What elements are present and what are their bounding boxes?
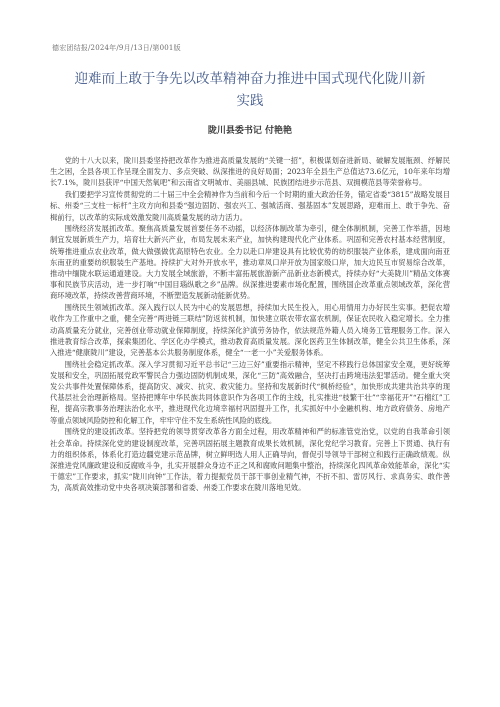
article-paragraph: 我们要把学习宣传贯彻党的二十届三中全会精神作为当前和今后一个时期的重大政治任务，锚定省委“3815”战略发展目标、州委“三支柱一标杆”主攻方向和县委“强边固防、强农兴工、强城活商、强基固本”发展思路，迎难而上、敢于争先、奋楫前行，以改革的实际成效激发陇川高质量发展的动力活力。 — [50, 190, 450, 222]
article-paragraph: 围绕党的建设抓改革。坚持把党的领导贯穿改革各方面全过程，用改革精神和严的标准管党治党，以党的自我革命引领社会革命。持续深化党的建设制度改革，完善巩固拓展主题教育成果长效机制，深化党纪学习教育。完善上下贯通、执行有力的组织体系，体系化打造边疆党建示范品牌，树立鲜明选人用人正确导向，督促引导领导干部树立和践行正确政绩观。纵深推进党风廉政建设和反腐败斗争，扎实开展群众身边不正之风和腐败问题集中整治，持续深化四风革命效能革命，深化“实干德宏”工作要求，抓实“陇川向钟”工作法，着力提振党员干部干事创业精气神，不折不扣、雷厉风行、求真务实、敢作善为，高质高效推动党中央各项决策部署和省委、州委工作要求在陇川落地见效。 — [50, 427, 450, 493]
article-paragraph: 围绕经济发展抓改革。聚焦高质量发展首要任务不动摇，以经济体制改革为牵引，健全体制机制，完善工作举措，因地制宜发展新质生产力，培育壮大新兴产业，布局发展未来产业，加快构建现代化产业体系。巩固和完善农村基本经营制度，统筹推进重点农业改革，做大做强做优高原特色农业。全力以赴口岸建设具有比较优势的纺织服装产业体系，建成面向南亚东南亚的重要纺织服装生产基地。持续扩大对外开放水平，推动章凤口岸开放为国家级口岸，加大边民互市贸易综合改革，推动中缅陇水联运通道建设。大力发展全域旅游，不断丰富拓展旅游新产品新业态新模式，持续办好“大美陇川”精品文体赛事和民族节庆活动，进一步打响“中国目瑙纵歌之乡”品牌。纵深推进要素市场化配置，围绕国企改革重点领域改革，深化营商环境改革，持续改善营商环境，不断塑造发展新动能新优势。 — [50, 224, 450, 301]
article-paragraph: 围绕社会稳定抓改革。深入学习贯彻习近平总书记“三边三好”重要指示精神，坚定不移践行总体国家安全观，更好统筹发展和安全，巩固拓展党政军警民合力强边固防机制成果，深化“三防”高效融合，坚决打击跨境违法犯罪活动。健全重大突发公共事件处置保障体系，提高防灾、减灾、抗灾、救灾能力。坚持和发展新时代“枫桥经验”，加快形成共建共治共享的现代基层社会治理新格局。坚持把博年中华民族共同体意识作为各项工作的主线，扎实推进“枝繁干壮”“幸福花开”“石榴红”工程，提高宗教事务治理法治化水平，推进现代化边境幸福村巩固提升工作，扎实抓好中小金融机构、地方政府债务、房地产等重点领域风险防控和化解工作，牢牢守住不发生系统性风险的底线。 — [50, 359, 450, 425]
article-paragraph: 围绕民生领域抓改革。深入践行以人民为中心的发展思想，持续加大民生投入，用心用情用力办好民生实事。把促农增收作为工作重中之重，健全完善“两进链三联结”防返贫机制，加快建立联农带农富农机制，保证农民收入稳定增长。全力推动高质量充分就业，完善创业带动就业保障制度，持续深化沪滇劳务协作，依法规范外籍人员入境务工管理服务工作。深入推进教育综合改革，探索集团化、学区化办学模式，推动教育高质量发展。深化医药卫生体制改革，健全公共卫生体系，深入推进“健康陇川”建设，完善基本公共服务制度体系，健全“一老一小”关爱服务体系。 — [50, 303, 450, 357]
article-body — [50, 155, 450, 494]
masthead-source-line: 德宏团结报/2024年/9月/13日/第001版 — [52, 44, 181, 52]
article-title: 迎难而上敢于争先以改革精神奋力推进中国式现代化陇川新实践 — [74, 71, 426, 109]
article-byline: 陇川县委书记 付艳艳 — [207, 126, 293, 136]
article-paragraph: 党的十八大以来，陇川县委坚持把改革作为推进高质量发展的“关键一招”，积极谋划奋进新局、破解发展瓶颈、纾解民生之困，全县各项工作呈现全面发力、多点突破、纵深推进的良好局面；2023年全县生产总值达73.6亿元，10年来年均增长7.1%，陇川县获评“中国天然氧吧”和云南省文明城市、美丽县城、民族团结进步示范县、双拥模范县等荣誉称号。 — [50, 156, 450, 188]
